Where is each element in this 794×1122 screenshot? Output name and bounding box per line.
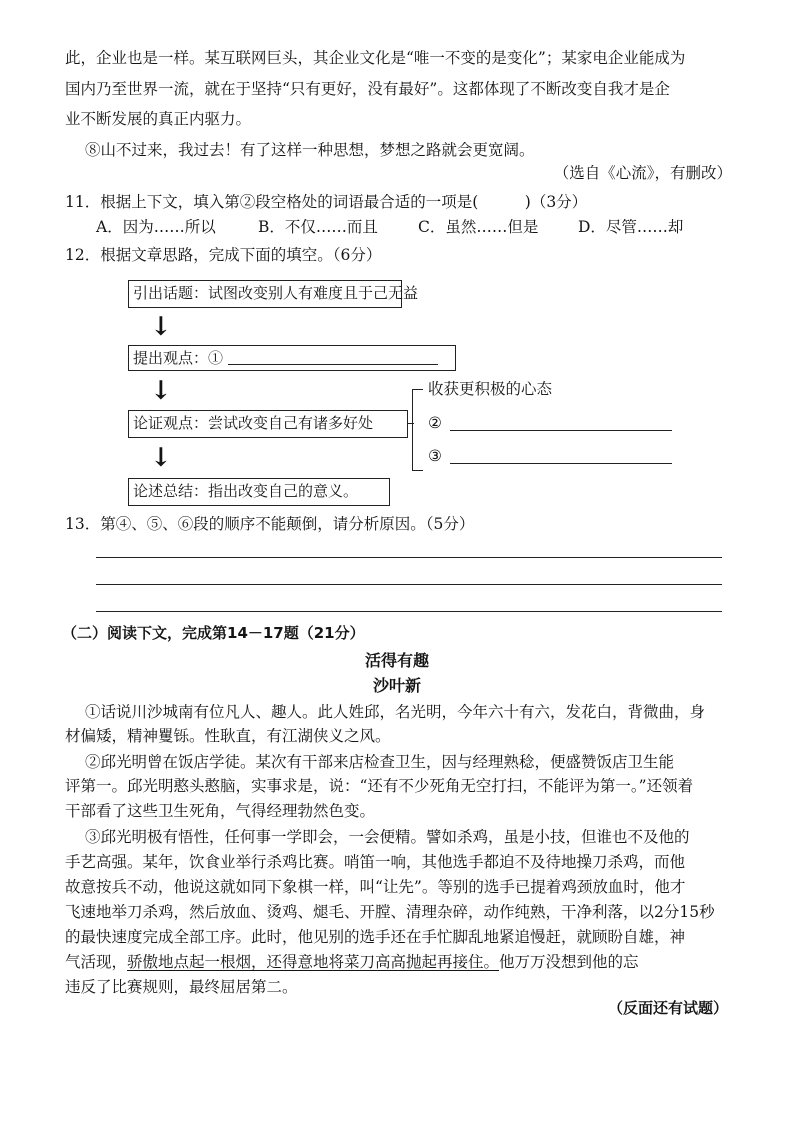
q13-answer-line[interactable] bbox=[96, 611, 722, 612]
paragraph-2-line-3: 干部看了这些卫生死角，气得经理勃然色变。 bbox=[65, 802, 376, 820]
q13-answer-line[interactable] bbox=[96, 584, 722, 585]
flow-arrow-1: ↓ bbox=[150, 312, 172, 342]
source-note: （选自《心流》，有删改） bbox=[553, 164, 732, 182]
paragraph-3-line-4: 飞速地举刀杀鸡，然后放血、烫鸡、煺毛、开膛、清理杂碎，动作纯熟，干净利落，以2分15秒 bbox=[65, 903, 715, 921]
q12-stem: 12．根据文章思路，完成下面的填空。（6分） bbox=[65, 246, 382, 264]
paragraph-3-line-7: 违反了比赛规则，最终屈居第二。 bbox=[65, 978, 298, 996]
paragraph-1-line-2: 材偏矮，精神矍铄。性耿直，有江湖侠义之风。 bbox=[65, 727, 391, 745]
branch-2-answer-line[interactable] bbox=[450, 430, 672, 431]
paragraph-1-line-1: ①话说川沙城南有位凡人、趣人。此人姓邱，名光明，今年六十有六，发花白，背微曲，身 bbox=[85, 703, 706, 721]
article-author: 沙叶新 bbox=[372, 676, 421, 695]
branch-brace bbox=[412, 389, 423, 471]
q11-option-b: B．不仅……而且 bbox=[258, 218, 378, 236]
q13-answer-line[interactable] bbox=[96, 557, 722, 558]
flow-box-summary: 论述总结：指出改变自己的意义。 bbox=[128, 478, 390, 506]
paragraph-7-line-3: 业不断发展的真正内驱力。 bbox=[65, 110, 252, 128]
paragraph-8: ⑧山不过来，我过去！有了这样一种思想，梦想之路就会更宽阔。 bbox=[85, 141, 535, 159]
paragraph-3-line-1: ③邱光明极有悟性，任何事一学即会，一会便精。譬如杀鸡，虽是小技，但谁也不及他的 bbox=[85, 828, 690, 846]
q13-stem: 13．第④、⑤、⑥段的顺序不能颠倒，请分析原因。（5分） bbox=[65, 515, 475, 533]
underlined-sentence: 骄傲地点起一根烟，还得意地将菜刀高高抛起再接住。 bbox=[127, 953, 500, 971]
section-two-heading: （二）阅读下文，完成第14－17题（21分） bbox=[62, 624, 365, 642]
paragraph-2-line-2: 评第一。邱光明憨头憨脑，实事求是，说：“还有不少死角无空打扫，不能评为第一。”还领着 bbox=[65, 777, 694, 795]
paragraph-2-line-1: ②邱光明曾在饭店学徒。某次有干部来店检查卫生，因与经理熟稔，便盛赞饭店卫生能 bbox=[85, 753, 675, 771]
branch-3-answer-line[interactable] bbox=[450, 463, 672, 464]
paragraph-3-line-6-end: 他万万没想到他的忘 bbox=[499, 953, 639, 971]
flow-arrow-2: ↓ bbox=[150, 376, 172, 406]
branch-2-marker: ② bbox=[428, 414, 442, 432]
flow-arrow-3: ↓ bbox=[150, 443, 172, 473]
paragraph-3-line-5: 的最快速度完成全部工序。此时，他见别的选手还在手忙脚乱地紧追慢赶，就顾盼自雄，神 bbox=[65, 928, 686, 946]
paragraph-7-line-1: 此，企业也是一样。某互联网巨头，其企业文化是“唯一不变的是变化”；某家电企业能成为 bbox=[65, 49, 686, 67]
viewpoint-answer-line[interactable] bbox=[228, 348, 438, 365]
q11-option-a: A．因为……所以 bbox=[96, 218, 216, 236]
q11-option-c: C．虽然……但是 bbox=[418, 218, 539, 236]
paragraph-3-line-3: 故意按兵不动，他说这就如同下象棋一样，叫“让先”。等别的选手已提着鸡颈放血时，他才 bbox=[65, 878, 686, 896]
flow-box-viewpoint-label: 提出观点：① bbox=[133, 349, 224, 367]
paragraph-3-line-2: 手艺高强。某年，饮食业举行杀鸡比赛。哨笛一响，其他选手都迫不及待地操刀杀鸡，而他 bbox=[65, 853, 686, 871]
paragraph-7-line-2: 国内乃至世界一流，就在于坚持“只有更好，没有最好”。这都体现了不断改变自我才是企 bbox=[65, 80, 670, 98]
flow-box-viewpoint bbox=[128, 345, 456, 371]
paragraph-3-line-6 bbox=[65, 951, 639, 973]
article-title: 活得有趣 bbox=[364, 651, 429, 670]
paragraph-3-line-6-start: 气活现， bbox=[65, 953, 128, 971]
flow-box-intro: 引出话题：试图改变别人有难度且于己无益 bbox=[128, 280, 402, 308]
reverse-side-note: （反面还有试题） bbox=[607, 999, 728, 1017]
q11-stem: 11．根据上下文，填入第②段空格处的词语最合适的一项是( )（3分） bbox=[65, 193, 588, 211]
brace-connector bbox=[408, 423, 414, 424]
branch-3-marker: ③ bbox=[428, 447, 442, 465]
flow-box-argument: 论证观点：尝试改变自己有诸多好处 bbox=[128, 410, 408, 438]
branch-attitude: 收获更积极的心态 bbox=[428, 380, 553, 398]
q11-option-d: D．尽管……却 bbox=[578, 218, 684, 236]
